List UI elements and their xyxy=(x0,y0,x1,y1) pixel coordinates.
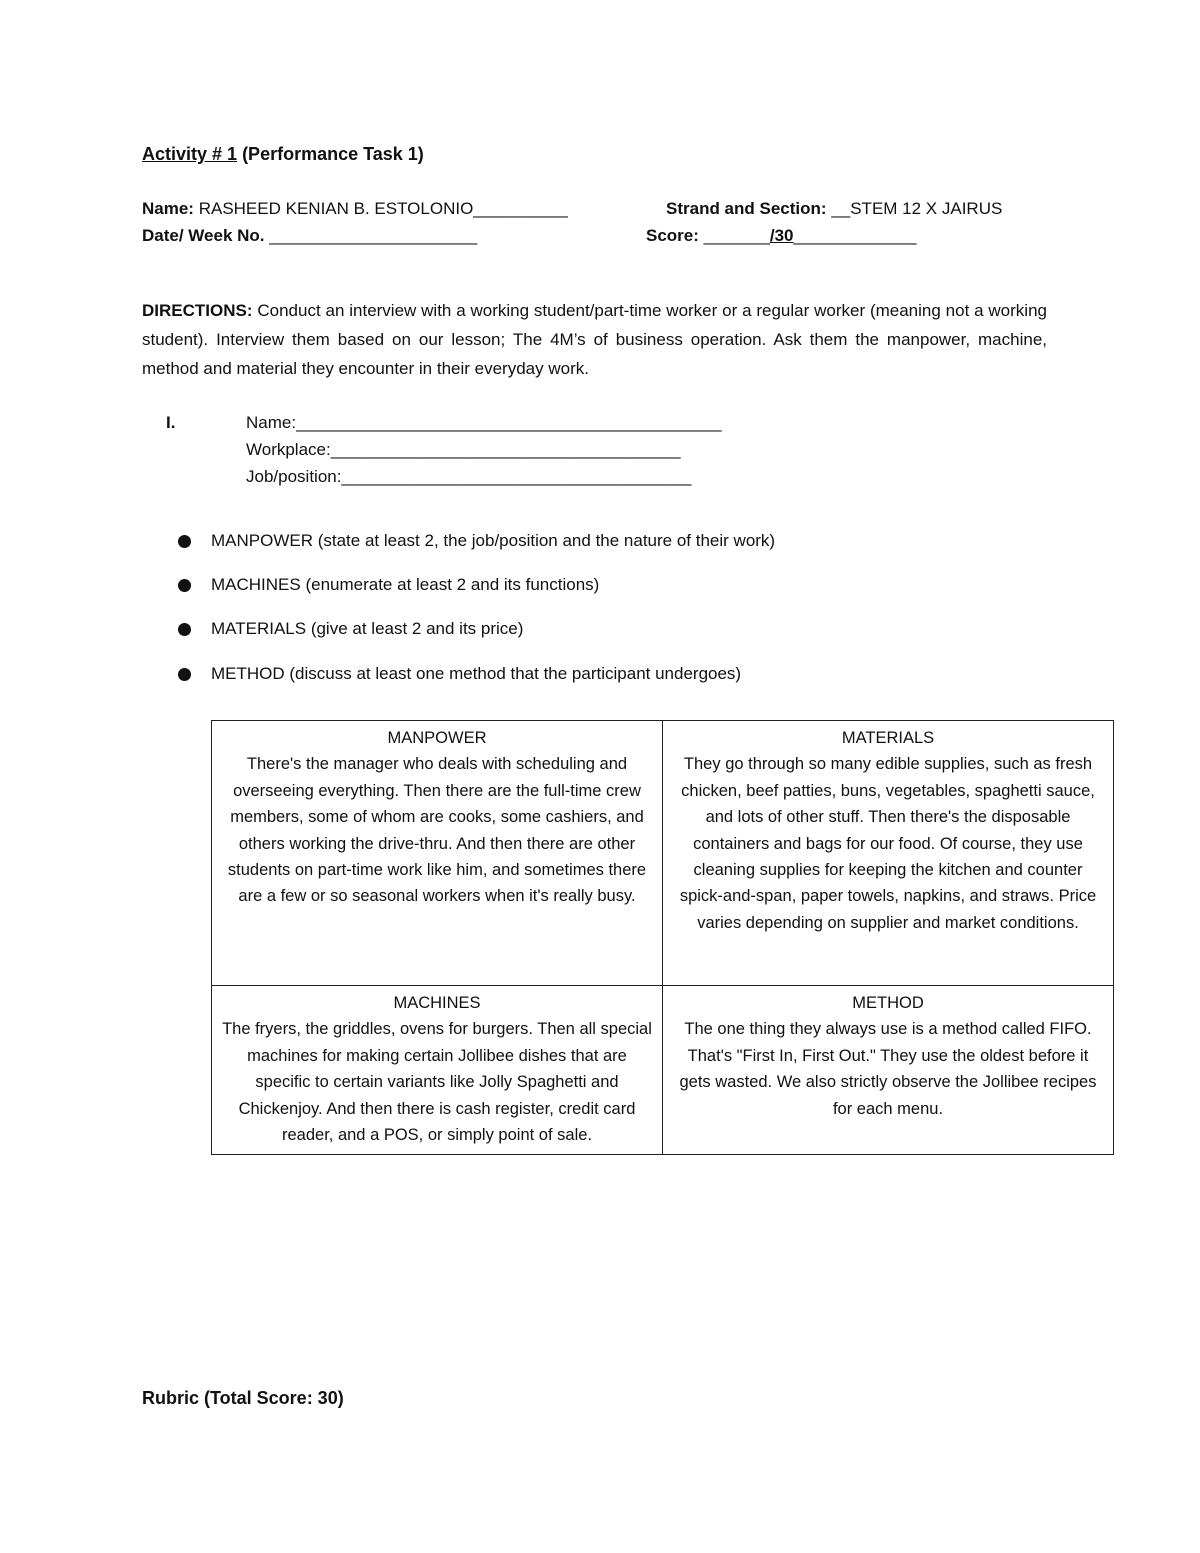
table-row xyxy=(212,986,1114,1155)
materials-cell xyxy=(663,721,1114,986)
machines-cell xyxy=(212,986,663,1155)
date-week-line xyxy=(142,226,477,246)
table-row xyxy=(212,721,1114,986)
task-label: (Performance Task 1) xyxy=(242,144,424,164)
manpower-answer: There's the manager who deals with scheduling and overseeing everything. Then there are the full-time crew members, some of whom are cooks, some cashiers, and others working the drive-thru. And then there are other students on part-time work like him, and sometimes there are a few or so seasonal workers when it's really busy. xyxy=(227,755,647,906)
section-number: I. xyxy=(166,413,176,432)
interviewee-name-line: Name:_____________________________________________ xyxy=(246,413,722,432)
bullet-text: MACHINES (enumerate at least 2 and its functions) xyxy=(211,575,600,594)
name-value: RASHEED KENIAN B. ESTOLONIO__________ xyxy=(198,199,568,218)
bullet-icon xyxy=(178,623,191,636)
four-m-answer-table xyxy=(211,720,1114,1155)
bullet-item-materials xyxy=(178,619,523,639)
materials-answer: They go through so many edible supplies, such as fresh chicken, beef patties, buns, vegetables, spaghetti sauce, and lots of other stuff. Then there's the disposable containers and bags for our food. Of course, they use cleaning supplies for keeping the kitchen and counter spick-and-span, paper towels, napkins, and straws. Price varies depending on supplier and market conditions. xyxy=(679,755,1097,932)
activity-number: Activity # 1 xyxy=(142,144,238,164)
activity-title xyxy=(142,144,424,165)
method-heading: METHOD xyxy=(852,994,924,1012)
bullet-text: METHOD (discuss at least one method that the participant undergoes) xyxy=(211,664,742,683)
bullet-text: MATERIALS (give at least 2 and its price) xyxy=(211,619,524,638)
bullet-item-method xyxy=(178,664,741,684)
bullet-icon xyxy=(178,668,191,681)
bullet-text: MANPOWER (state at least 2, the job/position and the nature of their work) xyxy=(211,531,776,550)
bullet-icon xyxy=(178,579,191,592)
score-blank-after: _____________ xyxy=(793,226,917,245)
student-name-line xyxy=(142,199,568,219)
directions-paragraph xyxy=(142,296,1047,383)
date-label: Date/ Week No. xyxy=(142,226,265,245)
score-label: Score: xyxy=(646,226,699,245)
strand-value: __STEM 12 X JAIRUS xyxy=(831,199,1003,218)
bullet-item-machines xyxy=(178,575,599,595)
name-label: Name: xyxy=(142,199,194,218)
score-total: /30 xyxy=(769,226,794,245)
bullet-icon xyxy=(178,535,191,548)
machines-heading: MACHINES xyxy=(393,994,481,1012)
strand-section-line xyxy=(666,199,1002,219)
bullet-item-manpower xyxy=(178,531,775,551)
machines-answer: The fryers, the griddles, ovens for burgers. Then all special machines for making certain Jollibee dishes that are specific to certain variants like Jolly Spaghetti and Chickenjoy. And then there is cash register, credit card reader, and a POS, or simply point of sale. xyxy=(222,1020,652,1145)
manpower-cell xyxy=(212,721,663,986)
date-value: ______________________ xyxy=(269,226,478,245)
score-blank-before: _______ xyxy=(703,226,770,245)
directions-text: Conduct an interview with a working student/part-time worker or a regular worker (meaning not a working student). Interview them based on our lesson; The 4M’s of business operation. Ask them the manpower, machine, method and material they encounter in their everyday work. xyxy=(142,301,1047,378)
directions-label: DIRECTIONS: xyxy=(142,301,253,320)
method-answer: The one thing they always use is a method called FIFO. That's "First In, First Out." They use the oldest before it gets wasted. We also strictly observe the Jollibee recipes for each menu. xyxy=(679,1020,1097,1118)
interviewee-workplace-line: Workplace:_____________________________________ xyxy=(246,440,681,459)
interviewee-job-line: Job/position:_____________________________________ xyxy=(246,467,692,486)
strand-label: Strand and Section: xyxy=(666,199,827,218)
manpower-heading: MANPOWER xyxy=(387,729,487,747)
method-cell xyxy=(663,986,1114,1155)
materials-heading: MATERIALS xyxy=(841,729,935,747)
rubric-heading: Rubric (Total Score: 30) xyxy=(142,1388,344,1408)
score-line xyxy=(646,226,916,246)
